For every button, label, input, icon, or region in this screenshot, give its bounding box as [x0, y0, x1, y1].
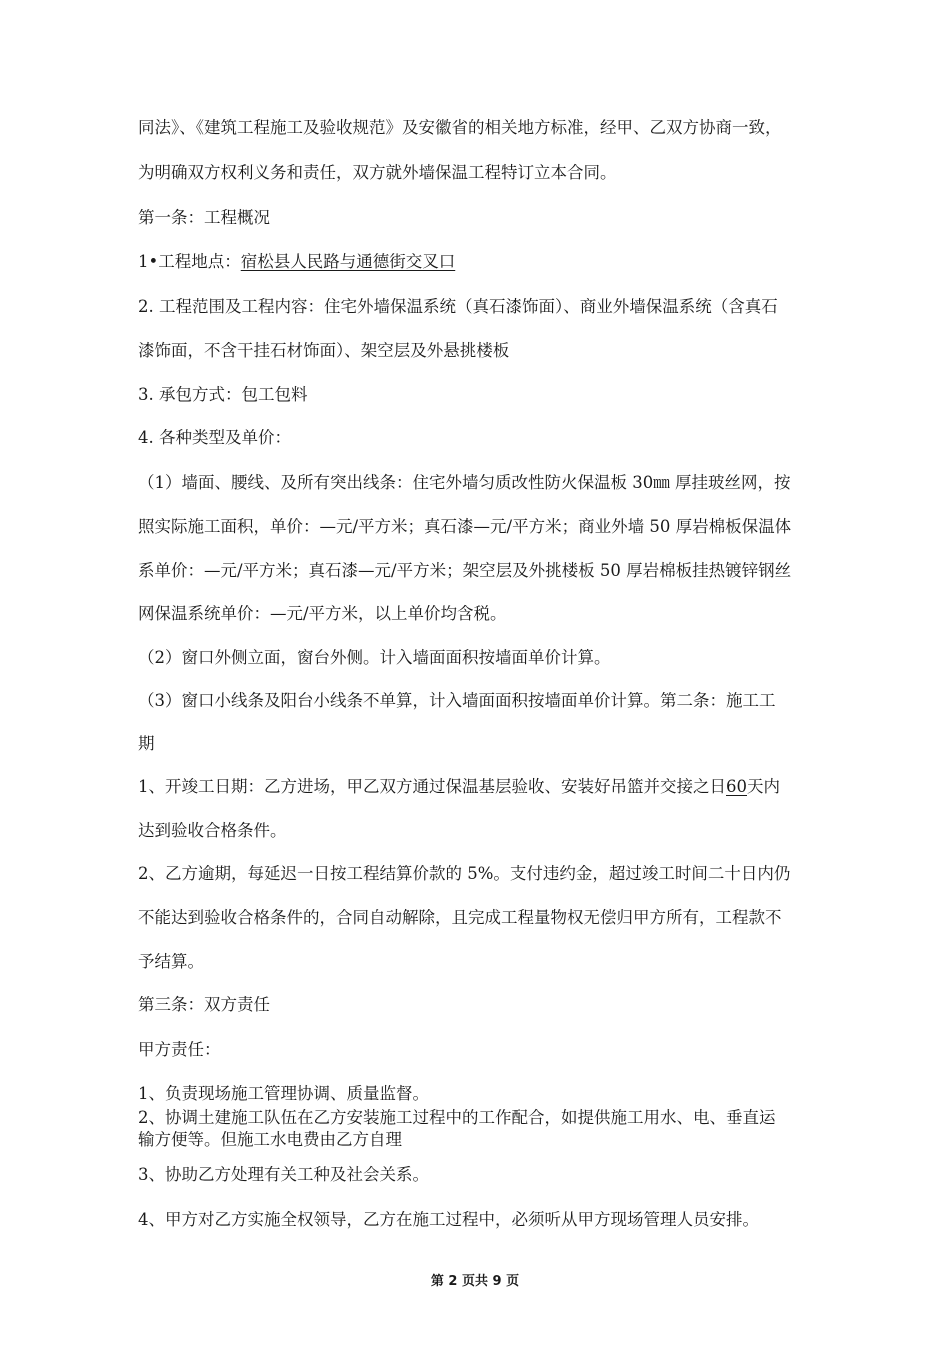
body-line: 系单价：—元/平方米；真石漆—元/平方米；架空层及外挑楼板 50 厚岩棉板挂热镀锌钢丝: [138, 561, 792, 580]
body-line: [138, 779, 780, 796]
body-line: （3）窗口小线条及阳台小线条不单算，计入墙面面积按墙面单价计算。第二条：施工工: [138, 691, 776, 710]
body-line: 漆饰面，不含干挂石材饰面）、架空层及外悬挑楼板: [138, 341, 510, 360]
body-line: （2）窗口外侧立面，窗台外侧。计入墙面面积按墙面单价计算。: [138, 648, 611, 667]
page-number: 第 2 页共 9 页: [430, 1274, 520, 1289]
body-line: 予结算。: [138, 952, 204, 971]
section-heading: 第一条：工程概况: [138, 208, 270, 227]
project-location-label: 1•工程地点：: [138, 252, 241, 271]
body-line: 期: [138, 734, 155, 753]
body-line: 4、甲方对乙方实施全权领导，乙方在施工过程中，必须听从甲方现场管理人员安排。: [138, 1210, 759, 1229]
body-line: [138, 254, 455, 271]
body-line: 照实际施工面积，单价：—元/平方米；真石漆—元/平方米；商业外墙 50 厚岩棉板保温体: [138, 517, 792, 536]
body-line: 4. 各种类型及单价：: [138, 428, 291, 447]
body-line: 为明确双方权利义务和责任，双方就外墙保温工程特订立本合同。: [138, 163, 617, 182]
body-line: 不能达到验收合格条件的，合同自动解除，且完成工程量物权无偿归甲方所有，工程款不: [138, 908, 782, 927]
body-line: 2. 工程范围及工程内容：住宅外墙保温系统（真石漆饰面）、商业外墙保温系统（含真石: [138, 297, 778, 316]
body-line: 1、负责现场施工管理协调、质量监督。: [138, 1084, 429, 1103]
schedule-unit: 天内: [747, 777, 780, 796]
body-line: 达到验收合格条件。: [138, 821, 287, 840]
body-line: 3、协助乙方处理有关工种及社会关系。: [138, 1165, 429, 1184]
body-line: （1）墙面、腰线、及所有突出线条：住宅外墙匀质改性防火保温板 30㎜ 厚挂玻丝网，按: [138, 473, 791, 492]
schedule-days: 60: [726, 777, 747, 796]
body-line: 3. 承包方式：包工包料: [138, 385, 308, 404]
subheading: 甲方责任：: [138, 1040, 221, 1059]
body-line: 2、乙方逾期，每延迟一日按工程结算价款的 5%。支付违约金，超过竣工时间二十日内仍: [138, 864, 791, 883]
body-line: 2、协调土建施工队伍在乙方安装施工过程中的工作配合，如提供施工用水、电、垂直运: [138, 1108, 776, 1127]
section-heading: 第三条：双方责任: [138, 995, 270, 1014]
body-line: 网保温系统单价：—元/平方米，以上单价均含税。: [138, 604, 507, 623]
body-line: 输方便等。但施工水电费由乙方自理: [138, 1130, 402, 1149]
body-line: 同法》、《建筑工程施工及验收规范》及安徽省的相关地方标准，经甲、乙双方协商一致，: [138, 118, 782, 137]
schedule-text: 1、开竣工日期：乙方进场，甲乙双方通过保温基层验收、安装好吊篮并交接之日: [138, 777, 726, 796]
project-location-value: 宿松县人民路与通德街交叉口: [240, 252, 456, 271]
